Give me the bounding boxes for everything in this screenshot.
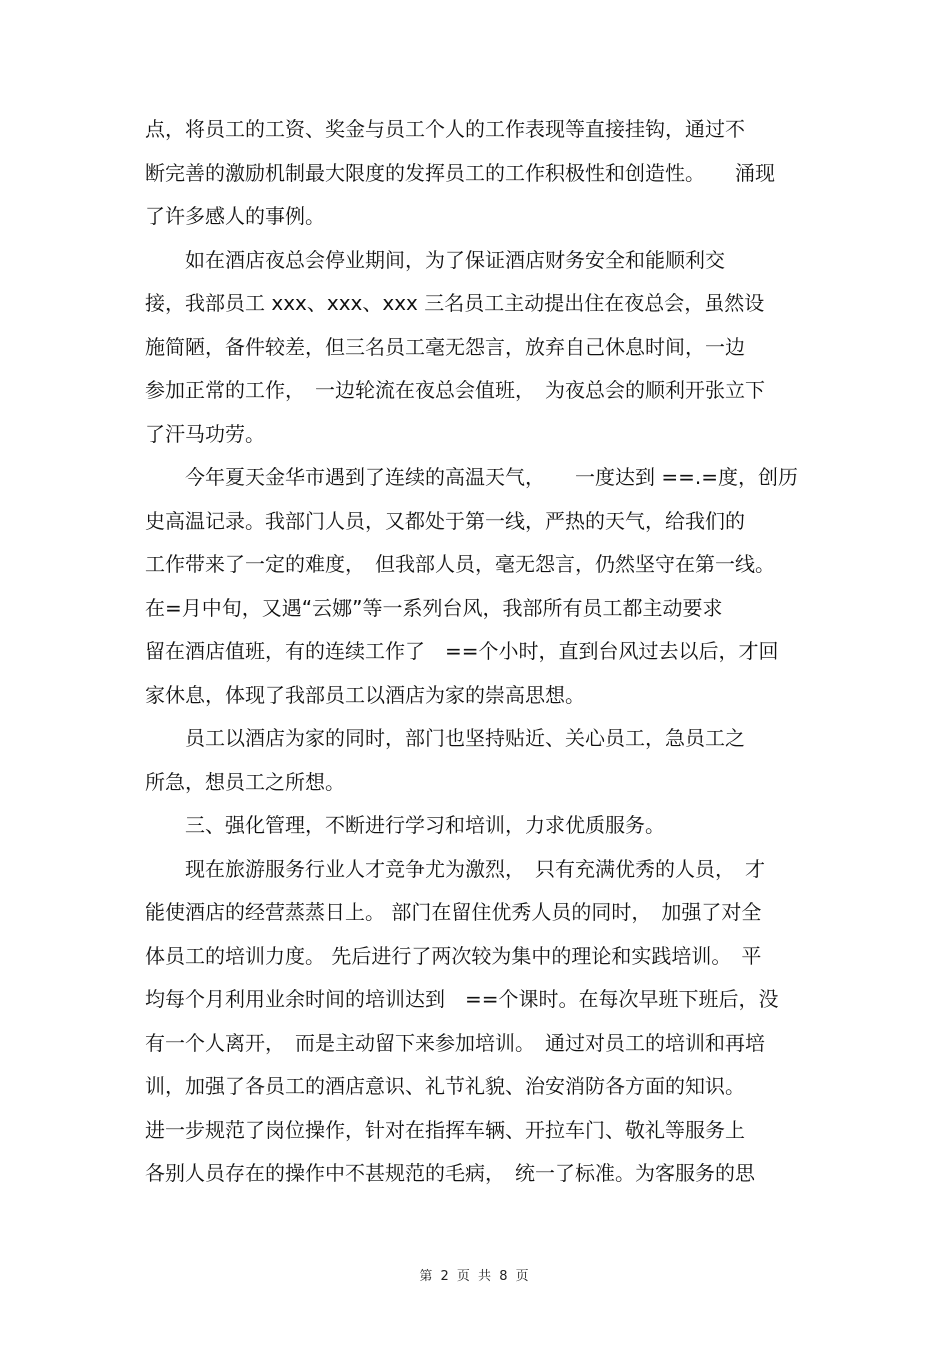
text-line: 家休息，体现了我部员工以酒店为家的崇高思想。 — [145, 682, 585, 707]
text-line: 了汗马功劳。 — [145, 421, 265, 446]
text-line: 能使酒店的经营蒸蒸日上。 部门在留住优秀人员的同时， 加强了对全 — [145, 900, 762, 924]
text-line: 员工以酒店为家的同时，部门也坚持贴近、关心员工，急员工之 — [145, 726, 745, 750]
text-line: 有一个人离开， 而是主动留下来参加培训。 通过对员工的培训和再培 — [145, 1030, 765, 1055]
text-line: 进一步规范了岗位操作，针对在指挥车辆、开拉车门、敬礼等服务上 — [145, 1117, 745, 1142]
text-line: 今年夏天金华市遇到了连续的高温天气， 一度达到 ==.=度，创历 — [145, 465, 798, 489]
text-line: 参加正常的工作， 一边轮流在夜总会值班， 为夜总会的顺利开张立下 — [145, 378, 765, 402]
text-line: 施简陋，备件较差，但三名员工毫无怨言，放弃自己休息时间，一边 — [145, 334, 745, 359]
text-line: 如在酒店夜总会停业期间，为了保证酒店财务安全和能顺利交 — [145, 247, 725, 272]
text-line: 留在酒店值班，有的连续工作了 ==个小时，直到台风过去以后，才回 — [145, 639, 779, 663]
text-line: 点，将员工的工资、奖金与员工个人的工作表现等直接挂钩，通过不 — [145, 117, 745, 141]
section-heading: 三、强化管理，不断进行学习和培训，力求优质服务。 — [145, 813, 665, 837]
text-line: 训，加强了各员工的酒店意识、礼节礼貌、治安消防各方面的知识。 — [145, 1074, 745, 1098]
text-line: 工作带来了一定的难度， 但我部人员，毫无怨言，仍然坚守在第一线。 — [145, 552, 775, 576]
text-line: 均每个月利用业余时间的培训达到 ==个课时。在每次早班下班后，没 — [145, 987, 779, 1011]
text-line: 在=月中旬，又遇“云娜”等一系列台风，我部所有员工都主动要求 — [145, 595, 723, 620]
text-line: 史高温记录。我部门人员，又都处于第一线，严热的天气，给我们的 — [145, 508, 745, 533]
text-line: 现在旅游服务行业人才竞争尤为激烈， 只有充满优秀的人员， 才 — [145, 856, 765, 881]
text-line: 断完善的激励机制最大限度的发挥员工的工作积极性和创造性。 涌现 — [145, 160, 775, 185]
text-line: 各别人员存在的操作中不甚规范的毛病， 统一了标准。为客服务的思 — [145, 1161, 755, 1185]
text-line: 体员工的培训力度。 先后进行了两次较为集中的理论和实践培训。 平 — [145, 943, 762, 968]
text-line: 接，我部员工 xxx、xxx、xxx 三名员工主动提出住在夜总会，虽然设 — [145, 291, 765, 315]
text-line: 所急，想员工之所想。 — [145, 769, 345, 794]
page-footer: 第 2 页 共 8 页 — [419, 1269, 531, 1284]
text-line: 了许多感人的事例。 — [145, 204, 325, 228]
